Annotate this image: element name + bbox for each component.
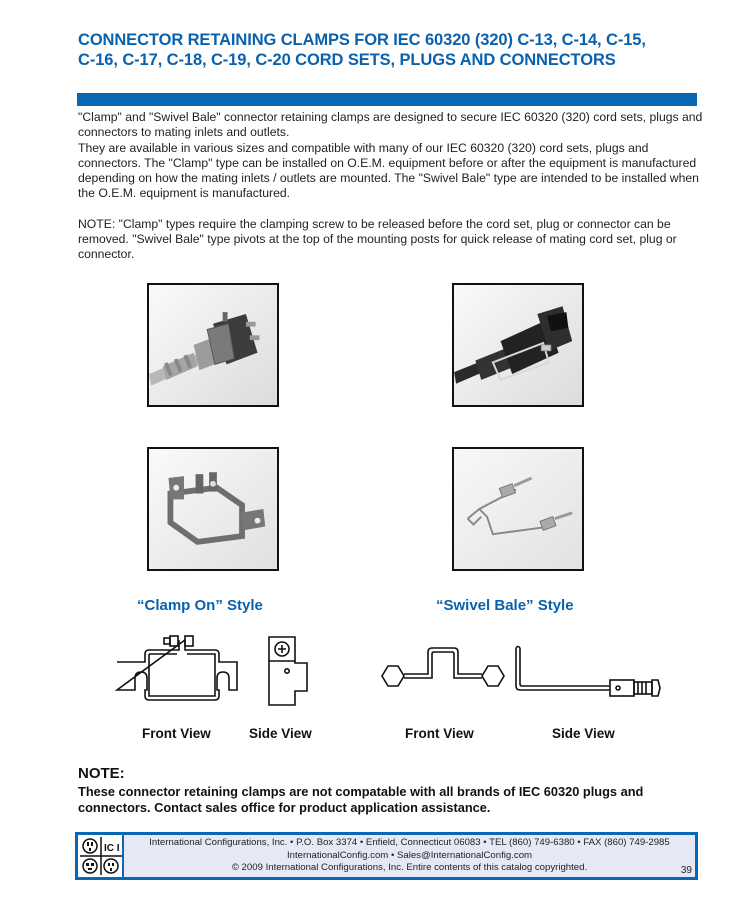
intro-paragraph-1: "Clamp" and "Swivel Bale" connector retaining clamps are designed to secure IEC 60320 (320) cord sets, plugs and connectors to mating inlets and outlets. bbox=[78, 110, 703, 140]
title-line-2: C-16, C-17, C-18, C-19, C-20 CORD SETS, PLUGS AND CONNECTORS bbox=[78, 51, 616, 69]
footer-address-line: International Configurations, Inc. • P.O. Box 3374 • Enfield, Connecticut 06083 • TEL (860) 749-6380 • FAX (860) 749-2985 bbox=[149, 837, 670, 848]
intro-paragraph-2: They are available in various sizes and compatible with many of our IEC 60320 (320) cord sets, plugs and connectors. The "Clamp" type can be installed on O.E.M. equipment before or after the equipment is manufactured depending on how the mating inlets / outlets are mounted. The "Swivel Bale" type are intended to be installed when the O.E.M. equipment is manufactured. bbox=[78, 140, 699, 201]
swivel-bale-side-view-label: Side View bbox=[552, 726, 615, 741]
clamp-photo bbox=[147, 447, 279, 571]
clamp-on-front-view-drawing bbox=[115, 632, 245, 712]
footer-contact bbox=[128, 837, 691, 875]
note-heading: NOTE: bbox=[78, 765, 125, 782]
logo-text: IC I bbox=[104, 843, 120, 854]
footer-web-line: InternationalConfig.com • Sales@InternationalConfig.com bbox=[286, 849, 533, 861]
swivel-bale-side-view-drawing bbox=[512, 644, 662, 699]
intro-note-paragraph: NOTE: "Clamp" types require the clamping screw to be released before the cord set, plug or connector can be removed. "Swivel Bale" type pivots at the top of the mounting posts for quick release of mating cord set, plug or connector. bbox=[78, 216, 677, 262]
swivel-bale-front-view-drawing bbox=[378, 640, 508, 705]
clamp-on-front-view-label: Front View bbox=[142, 726, 211, 741]
note-text: These connector retaining clamps are not compatable with all brands of IEC 60320 plugs and connectors. Contact sales office for product application assistance. bbox=[78, 784, 644, 815]
clamp-on-style-title: “Clamp On” Style bbox=[137, 597, 263, 614]
header-divider-bar bbox=[77, 93, 697, 106]
title-line-1: CONNECTOR RETAINING CLAMPS FOR IEC 60320 (320) C-13, C-14, C-15, bbox=[78, 31, 646, 49]
clamp-on-side-view-drawing bbox=[265, 633, 310, 708]
company-logo bbox=[78, 835, 124, 877]
clamp-on-connector-photo bbox=[147, 283, 279, 407]
outlet-logo-icon bbox=[78, 835, 124, 877]
swivel-bale-connector-photo bbox=[452, 283, 584, 407]
clamp-on-side-view-label: Side View bbox=[249, 726, 312, 741]
footer bbox=[75, 832, 698, 880]
page-number: 39 bbox=[680, 865, 692, 876]
footer-copyright-line: © 2009 International Configurations, Inc. Entire contents of this catalog copyrighted. bbox=[231, 862, 588, 873]
intro-text bbox=[78, 110, 703, 263]
swivel-bale-style-title: “Swivel Bale” Style bbox=[436, 597, 574, 614]
page-title bbox=[78, 30, 708, 70]
swivel-bale-photo bbox=[452, 447, 584, 571]
swivel-bale-front-view-label: Front View bbox=[405, 726, 474, 741]
